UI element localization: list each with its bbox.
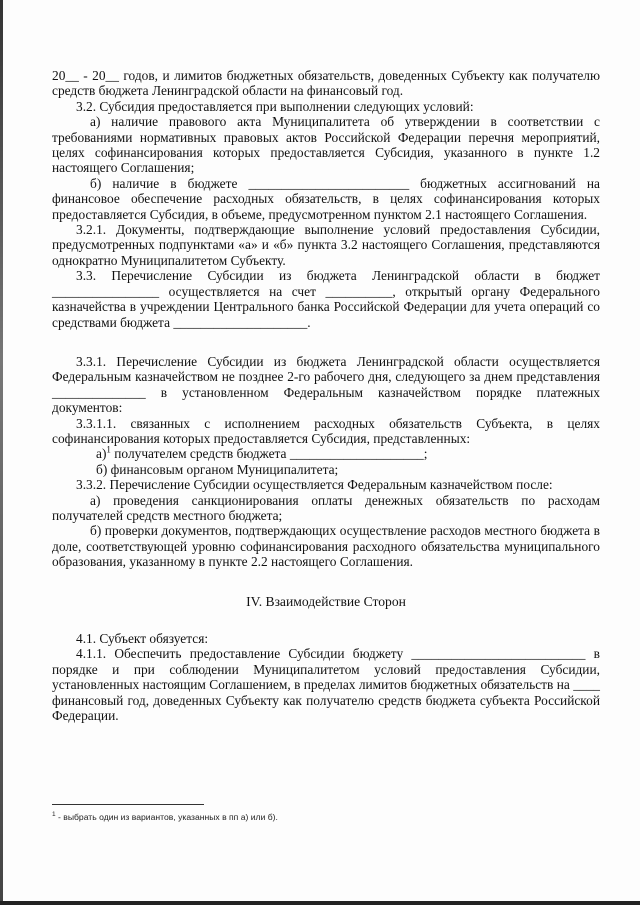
paragraph-3-3: 3.3. Перечисление Субсидии из бюджета Ленинградской области в бюджет ________________ осуществляется на счет __________, открытый органу Федерального казначейства в учреждении Центрального банка Российской Федерации для учета операций со средствами бюджета ____________________. [52,268,600,330]
paragraph-3-3-1: 3.3.1. Перечисление Субсидии из бюджета Ленинградской области осуществляется Федеральным казначейством не позднее 2-го рабочего дня, следующего за днем представления ______________ в установленном Федеральным казначейством порядке платежных документов: [52,353,600,416]
paragraph-3-3-2-a: а) проведения санкционирования оплаты денежных обязательств по расходам получателей средств местного бюджета; [52,492,600,523]
footnote-number: 1 [52,811,56,819]
paragraph-3-3-1-1: 3.3.1.1. связанных с исполнением расходных обязательств Субъекта, в целях софинансирования которых предоставляется Субсидия, представленных: [52,415,600,446]
paragraph-4-1: 4.1. Субъект обязуется: [76,631,209,646]
item-a-label: а) [96,446,107,462]
paragraph-4-1-1: 4.1.1. Обеспечить предоставление Субсидии бюджету __________________________ в порядке и при соблюдении Муниципалитетом условий предоставления Субсидии, установленных настоящим Соглашением, в пределах лимитов бюджетных обязательств на ____ финансовый год, доведенных Субъекту как получателю средств бюджета субъекта Российской Федерации. [52,646,600,724]
scan-edge-left [0,0,3,905]
document-body [52,68,600,723]
footnote-marker: 1 [106,444,111,455]
paragraph-3-2-a: а) наличие правового акта Муниципалитета об утверждении в соответствии с требованиями нормативных правовых актов Российской Федерации перечня мероприятий, целях софинансирования которых предоставляется Субсидия, указанного в пункте 1.2 настоящего Соглашения; [52,114,600,176]
paragraph-3-3-2: 3.3.2. Перечисление Субсидии осуществляется Федеральным казначейством после: [76,477,553,493]
paragraph-3-3-2-b: б) проверки документов, подтверждающих осуществление расходов местного бюджета в доле, соответствующей уровню софинансирования расходного обязательства муниципального образования, указанному в пункте 2.2 настоящего Соглашения. [52,523,600,570]
paragraph-3-2: 3.2. Субсидия предоставляется при выполнении следующих условий: [76,98,474,114]
footnote-divider [52,804,204,805]
paragraph-continuation: 20__ - 20__ годов, и лимитов бюджетных обязательств, доведенных Субъекту как получателю средств бюджета Ленинградской области на финансовый год. [52,68,600,99]
paragraph-3-2-b: б) наличие в бюджете ________________________ бюджетных ассигнований на финансовое обеспечение расходных обязательств, в целях софинансирования которых предоставляется Субсидия, в объеме, предусмотренном пунктом 2.1 настоящего Соглашения. [52,175,600,222]
item-a-text: получателем средств бюджета ____________________; [110,446,428,462]
section-heading: IV. Взаимодействие Сторон [246,593,406,609]
paragraph-3-3-1-1-a [52,446,600,461]
blank-gap [52,330,600,354]
scan-edge-bottom [0,901,640,905]
footnote-text: - выбрать один из вариантов, указанных в пп а) или б). [55,812,278,822]
paragraph-3-3-1-1-b: б) финансовым органом Муниципалитета; [96,461,339,477]
paragraph-3-2-1: 3.2.1. Документы, подтверждающие выполнение условий предоставления Субсидии, предусмотренных подпунктами «а» и «б» пункта 3.2 настоящего Соглашения, представляются однократно Муниципалитетом Субъекту. [52,222,600,268]
footnote [52,812,278,822]
